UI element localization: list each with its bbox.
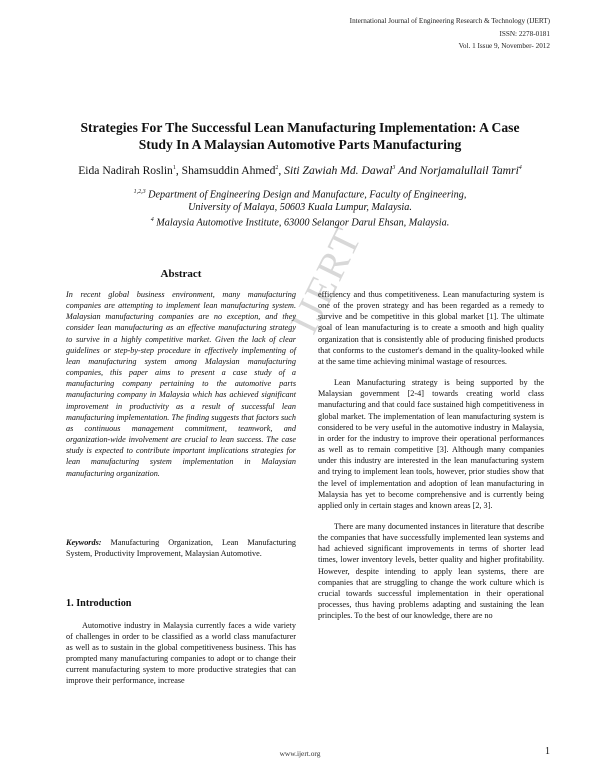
footer-url[interactable]: www.ijert.org xyxy=(279,749,321,758)
author-2: Shamsuddin Ahmed xyxy=(181,163,276,177)
affiliation-1-line-2: University of Malaya, 50603 Kuala Lumpur, Malaysia. xyxy=(188,201,412,213)
right-paragraph-2: Lean Manufacturing strategy is being supported by the Malaysian government [2-4] towards creating world class manufacturing and that could face sustained high competitiveness in global market. The implementation of lean manufacturing system is considered to be very useful in the automotive industry in Malaysia, in order for the industry to improve their operational performances as well as to remain competitive [3]. Although many companies under this industry are interested in the lean manufacturing system and trying to implement lean tools, however, prior studies show that the level of implementation and adoption of lean manufacturing in Malaysia has yet to become comprehensive and is currently being applied only in certain stages and known areas [2, 3]. xyxy=(318,378,544,510)
keywords-text: Manufacturing Organization, Lean Manufacturing System, Productivity Improvement, Malaysian Automotive. xyxy=(66,538,297,559)
author-3-sup: 3 xyxy=(392,165,396,171)
abstract-heading: Abstract xyxy=(160,268,202,280)
watermark: IJERT xyxy=(280,219,371,341)
affiliation-1 xyxy=(60,186,540,202)
journal-header xyxy=(290,15,550,53)
keywords xyxy=(66,537,296,559)
author-conjunction: And xyxy=(395,163,420,177)
paper-title: Strategies For The Successful Lean Manufacturing Implementation: A Case Study In A Malaysian Automotive Parts Manufacturing xyxy=(80,120,520,152)
author-list: Eida Nadirah Roslin$^1$, Shamsuddin Ahmed$^2$, Siti Zawiah Md. Dawal$^3$ And Norjamalullail Tamri$^4$ xyxy=(78,163,522,177)
affiliation-1-line-1: Department of Engineering Design and Manufacture, Faculty of Engineering, xyxy=(148,189,467,201)
author-3: Siti Zawiah Md. Dawal xyxy=(284,163,393,177)
right-column xyxy=(318,289,544,631)
issn: ISSN: 2278-0181 xyxy=(499,29,550,38)
abstract-text: In recent global business environment, many manufacturing companies are attempting to implement lean manufacturing system. Malaysian manufacturing companies are no exception, and they consider lean manufacturing as an effective manufacturing strategy to survive in a highly competitive market. Given the lack of clear guidelines or step-by-step procedure in effectively implementing of lean manufacturing system among Malaysian manufacturing companies, this paper aims to present a case study of a manufacturing company pertaining to the automotive parts manufacturing company in Malaysia which has achieved significant improvement in productivity as a result of successful lean manufacturing implementation. The finding suggests that factors such as continuous management commitment, teamwork, and organization-wide involvement are crucial to lean success. The case study is expected to contribute important implications strategies for lean manufacturing system implementation in Malaysian manufacturing organization. xyxy=(66,290,296,478)
section-heading-introduction: 1. Introduction xyxy=(66,598,132,609)
volume-issue: Vol. 1 Issue 9, November- 2012 xyxy=(458,42,550,50)
affiliation-2 xyxy=(60,214,540,230)
intro-paragraph: Automotive industry in Malaysia currently faces a wide variety of challenges in order to be classified as a world class manufacturer as well as to sustain in the global competitiveness business. This has prompted many manufacturing companies to adopt or to change their current manufacturing system to more productive strategies that can improve their performance, increase xyxy=(66,621,296,686)
author-2-sup: 2 xyxy=(275,165,279,171)
keywords-label: Keywords: xyxy=(66,538,102,547)
affiliations xyxy=(60,186,540,230)
page-number: 1 xyxy=(545,746,550,757)
journal-name: International Journal of Engineering Research & Technology (IJERT) xyxy=(349,17,550,25)
author-1-sup: 1 xyxy=(172,165,176,171)
affiliation-2-sup: 4 xyxy=(150,217,154,224)
affiliation-2-line: Malaysia Automotive Institute, 63000 Selangor Darul Ehsan, Malaysia. xyxy=(156,217,450,229)
author-4: Norjamalullail Tamri xyxy=(419,163,519,177)
right-paragraph-3: There are many documented instances in literature that describe the companies that have successfully implemented lean systems and had achieved significant improvements in terms of shorter lead times, lower inventory levels, better quality and higher profitability. However, despite intending to apply lean systems, there are companies that are struggling to change the work culture which is crucial towards successful implementation in their operational processes, thus having problems adapting and sustaining the lean principles. To the best of our knowledge, there are no xyxy=(318,521,544,621)
right-paragraph-1: efficiency and thus competitiveness. Lean manufacturing system is one of the proven strategy and has been regarded as a remedy to survive and be competitive in this global market [1]. The ultimate goal of lean manufacturing is to create a smooth and high quality organization that is consistently able of producing finished products that conforms to the customer's demand in the quality-looked while at the same time achieving minimal wastage of resources. xyxy=(318,290,544,366)
author-1: Eida Nadirah Roslin xyxy=(78,163,173,177)
author-4-sup: 4 xyxy=(518,165,522,171)
affiliation-1-sup: 1,2,3 xyxy=(133,189,146,195)
